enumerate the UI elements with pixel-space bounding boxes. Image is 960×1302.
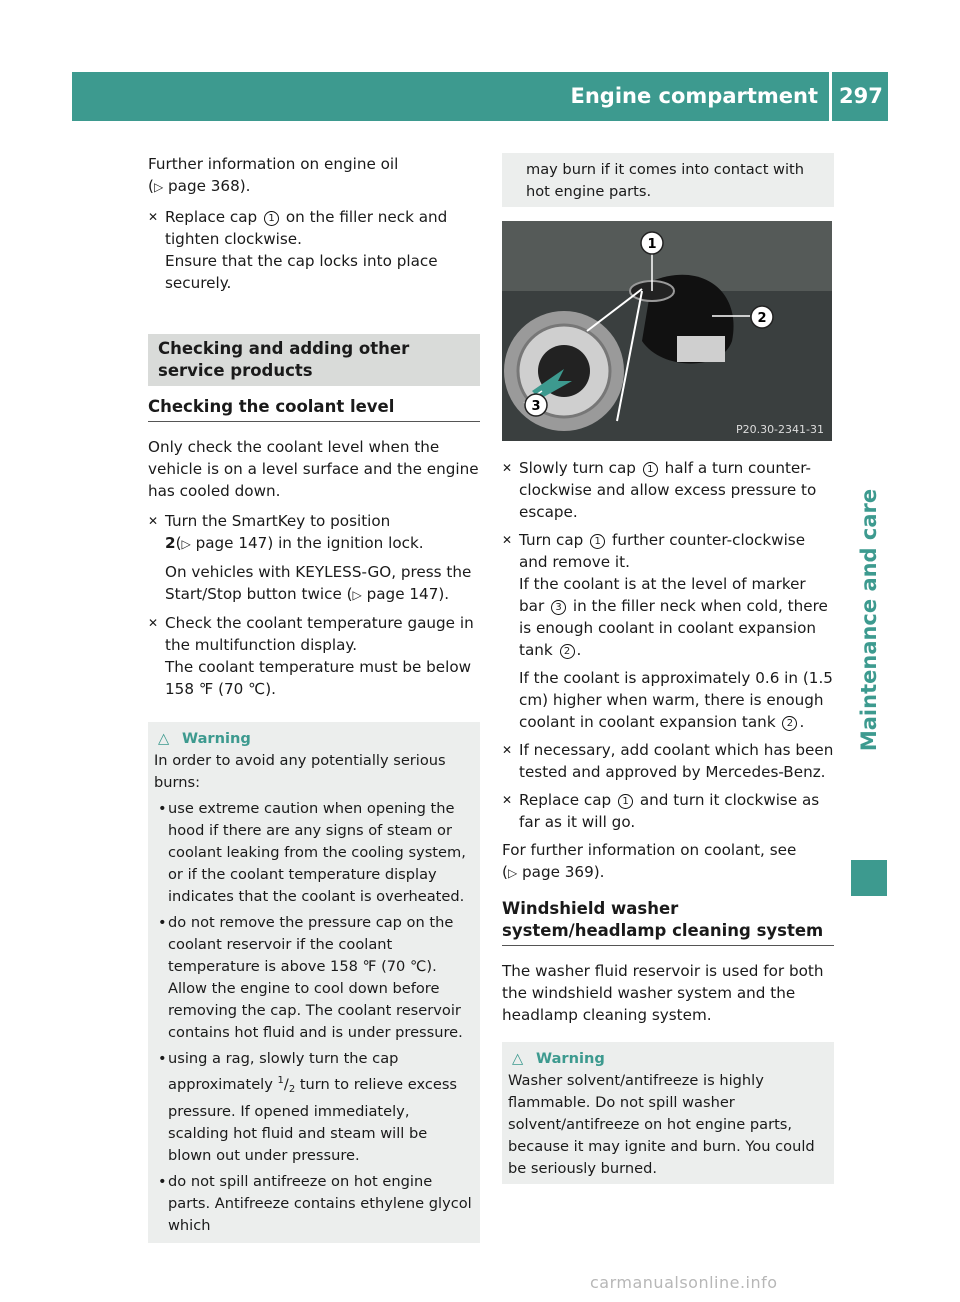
callout-2: 2 — [560, 644, 575, 659]
subsection-heading-washer: Windshield washer system/headlamp cleaning system — [502, 898, 834, 946]
warning-box-washer — [502, 1042, 834, 1184]
engine-photo — [502, 221, 832, 441]
warning-title: △ Warning — [182, 728, 474, 750]
step-replace-cap-final: ✕ Replace cap 1 and turn it clockwise as far as it will go. — [502, 791, 820, 831]
step-arrow-icon: ✕ — [502, 461, 513, 475]
photo-callout-3: 3 — [531, 399, 541, 414]
photo-code: P20.30-2341-31 — [735, 423, 824, 436]
warning-bullet: • using a rag, slowly turn the cap approximately $^1/_2$ turn to relieve excess pressure. If opened immediately, scalding hot fluid and steam will be blown out under pressure. — [158, 1050, 458, 1164]
step-check-gauge: ✕ Check the coolant temperature gauge in the multifunction display. The coolant temperature must be below 158 ℉ (70 ℃). — [148, 614, 474, 698]
warning-box — [148, 722, 480, 1243]
side-section-label: Maintenance and care — [857, 488, 881, 752]
page-ref-icon: ▷ — [507, 866, 518, 880]
warning-bullet: • do not spill antifreeze on hot engine parts. Antifreeze contains ethylene glycol which — [158, 1173, 472, 1234]
subsection-heading: Checking the coolant level — [148, 396, 480, 422]
warning-bullet: • do not remove the pressure cap on the coolant reservoir if the coolant temperature is above 158 ℉ (70 ℃). Allow the engine to cool down before removing the cap. The coolant reservoir contains hot fluid and is under pressure. — [158, 914, 463, 1041]
callout-3: 3 — [551, 600, 566, 615]
callout-1: 1 — [590, 534, 605, 549]
step-replace-cap: ✕ Replace cap 1 on the filler neck and tighten clockwise. Ensure that the cap locks into place securely. — [148, 208, 448, 292]
step-arrow-icon: ✕ — [502, 743, 513, 757]
side-tab-marker — [851, 860, 887, 896]
warning-continued: may burn if it comes into contact with hot engine parts. — [502, 153, 834, 207]
coolant-intro: Only check the coolant level when the vehicle is on a level surface and the engine has cooled down. — [148, 438, 479, 500]
step-arrow-icon: ✕ — [502, 793, 513, 807]
callout-1: 1 — [618, 794, 633, 809]
step-smartkey: ✕ Turn the SmartKey to position 2(▷ page 147) in the ignition lock. On vehicles with KEYLESS-GO, press the Start/Stop button twice (▷ page 147). — [148, 512, 472, 603]
warning-body: Washer solvent/antifreeze is highly flammable. Do not spill washer solvent/antifreeze on hot engine parts, because it may ignite and burn. You could be seriously burned. — [508, 1072, 815, 1177]
right-column — [502, 153, 834, 1184]
callout-1: 1 — [264, 211, 279, 226]
left-column — [148, 153, 480, 1243]
page-ref-icon: ▷ — [352, 588, 362, 602]
warning-intro: In order to avoid any potentially serious burns: — [154, 752, 446, 791]
callout-2: 2 — [782, 716, 797, 731]
step-add-coolant: ✕ If necessary, add coolant which has been tested and approved by Mercedes-Benz. — [502, 741, 834, 781]
page-ref-icon: ▷ — [153, 180, 164, 194]
warning-bullet: • use extreme caution when opening the hood if there are any signs of steam or coolant leaking from the cooling system, or if the coolant temperature display indicates that the coolant is overheated. — [158, 800, 466, 905]
watermark: carmanualsonline.info — [590, 1273, 778, 1292]
washer-paragraph: The washer fluid reservoir is used for both the windshield washer system and the headlamp cleaning system. — [502, 962, 824, 1024]
page-number: 297 — [839, 84, 883, 108]
photo-callout-2: 2 — [757, 311, 767, 326]
header-title: Engine compartment — [570, 84, 818, 108]
warning-title: △ Warning — [536, 1048, 828, 1070]
further-info: For further information on coolant, see (▷ page 369). — [502, 841, 797, 881]
callout-1: 1 — [643, 462, 658, 477]
step-arrow-icon: ✕ — [148, 210, 159, 224]
engine-photo-illustration — [502, 221, 832, 441]
step-arrow-icon: ✕ — [148, 514, 159, 528]
step-arrow-icon: ✕ — [502, 533, 513, 547]
page-header — [72, 72, 888, 121]
warning-triangle-icon: △ — [158, 730, 170, 747]
warning-triangle-icon: △ — [512, 1050, 524, 1067]
section-heading: Checking and adding other service products — [148, 334, 480, 386]
header-separator — [829, 72, 832, 121]
intro-paragraph: Further information on engine oil (▷ page 368). — [148, 155, 399, 195]
step-arrow-icon: ✕ — [148, 616, 159, 630]
page-ref-icon: ▷ — [181, 537, 191, 551]
photo-callout-1: 1 — [647, 237, 657, 252]
step-remove-cap: ✕ Turn cap 1 further counter-clockwise and remove it. If the coolant is at the level of marker bar 3 in the filler neck when cold, there is enough coolant in coolant expansion tank 2 . If the coolant is approximately 0.6 in (1.5 cm) higher when warm, there is enough coolant in coolant expansion tank 2 . — [502, 531, 833, 731]
step-slowly-turn: ✕ Slowly turn cap 1 half a turn counter-clockwise and allow excess pressure to escape. — [502, 459, 817, 521]
